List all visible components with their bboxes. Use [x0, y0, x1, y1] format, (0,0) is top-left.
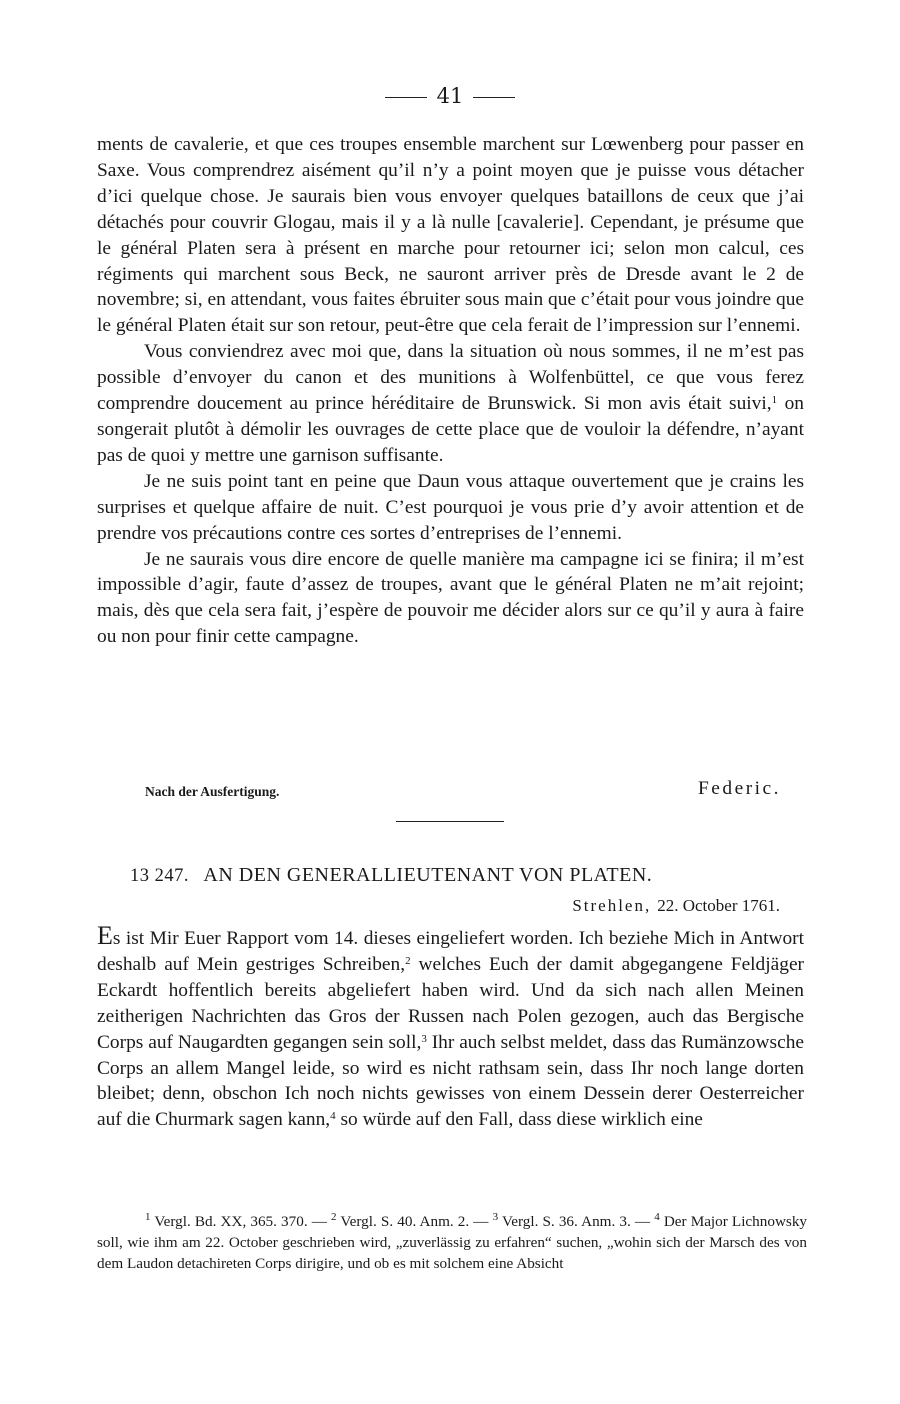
page-number: 41	[436, 84, 464, 108]
letter-2-text-d: so würde auf den Fall, dass diese wirklich eine	[335, 1109, 703, 1131]
footnote-3: Vergl. S. 36. Anm. 3. —	[501, 1213, 655, 1230]
dateline	[572, 896, 780, 916]
signature: Federic.	[698, 778, 781, 799]
letter-2-paragraph	[97, 923, 804, 1133]
footnote-ref-1[interactable]: 1	[771, 394, 778, 407]
source-note: Nach der Ausfertigung.	[145, 784, 280, 799]
footnotes-text	[97, 1212, 807, 1274]
initial-letter: E	[97, 921, 113, 950]
letter-2-text-a: s ist Mir Euer Rapport vom 14. dieses eingeliefert worden. Ich beziehe Mich in Antwort deshalb auf Mein gestriges Schreiben,	[97, 928, 804, 975]
footnote-mark-2: 2	[331, 1211, 337, 1223]
footnotes	[97, 1212, 807, 1274]
letter-2-text-c: Ihr auch selbst meldet, dass das Rumänzowsche Corps an allem Mangel leide, so wird es nicht rathsam sein, dass Ihr noch lange dorten bleibet; denn, obschon Ich noch nichts gewisses von einem Dessein derer Oesterreicher auf die Churmark sagen kann,	[97, 1031, 804, 1131]
header-dash-right	[473, 97, 515, 98]
footnote-1: Vergl. Bd. XX, 365. 370. —	[154, 1213, 332, 1230]
letter-place: Strehlen,	[572, 896, 652, 915]
letter-2-heading	[130, 864, 810, 887]
paragraph-2	[97, 339, 804, 469]
paragraph-2-text-b: on songerait plutôt à démolir les ouvrages de cette place que de vouloir la défendre, n’ayant pas de quoi y mettre une garnison suffisante.	[97, 393, 804, 466]
footnote-mark-4: 4	[654, 1211, 660, 1223]
footnote-mark-1: 1	[145, 1211, 151, 1223]
letter-number: 13 247.	[130, 866, 189, 886]
footnote-ref-4[interactable]: 4	[330, 1110, 336, 1123]
signature-row	[97, 778, 804, 804]
paragraph-3: Je ne suis point tant en peine que Daun vous attaque ouvertement que je crains les surprises et quelque affaire de nuit. C’est pourquoi je vous prie d’y avoir attention et de prendre vos précautions contre ces sortes d’entreprises de l’ennemi.	[97, 470, 804, 544]
header-dash-left	[385, 97, 427, 98]
page-number-header	[0, 84, 900, 108]
footnote-2: Vergl. S. 40. Anm. 2. —	[340, 1213, 493, 1230]
letter-title: AN DEN GENERALLIEUTENANT VON PLATEN.	[203, 864, 653, 886]
footnote-mark-3: 3	[492, 1211, 499, 1223]
section-divider	[396, 821, 504, 822]
letter-1-body	[97, 132, 804, 650]
paragraph-4: Je ne saurais vous dire encore de quelle manière ma campagne ici se finira; il m’est impossible d’agir, faute d’assez de troupes, avant que le général Platen ne m’ait rejoint; mais, dès que cela sera fait, j’espère de pouvoir me décider alors sur ce qu’il y aura à faire ou non pour finir cette campagne.	[97, 548, 804, 648]
paragraph-2-text-a: Vous conviendrez avec moi que, dans la situation où nous sommes, il ne m’est pas possible d’envoyer du canon et des munitions à Wolfenbüttel, ce que vous ferez comprendre doucement au prince héréditaire de Brunswick. Si mon avis était suivi,	[97, 341, 804, 415]
footnote-ref-3[interactable]: 3	[421, 1032, 427, 1045]
letter-date: 22. October 1761.	[657, 896, 780, 915]
footnote-ref-2[interactable]: 2	[405, 954, 411, 967]
footnote-4: Der Major Lichnowsky soll, wie ihm am 22. October geschrieben wird, „zuverlässig zu erfahren“ suchen, „wohin sich der Marsch des von dem Laudon detachireten Corps dirigire, und ob es mit solchem eine Absicht	[97, 1213, 808, 1272]
letter-2-text-b: welches Euch der damit abgegangene Feldjäger Eckardt hoffentlich bereits abgeliefert haben wird. Und da sich nach allen Meinen zeitherigen Nachrichten das Gros der Russen nach Polen gezogen, auch das Bergische Corps auf Naugardten gegangen sein soll,	[97, 953, 805, 1053]
paragraph-1: ments de cavalerie, et que ces troupes ensemble marchent sur Lœwenberg pour passer en Saxe. Vous comprendrez aisément qu’il n’y a point moyen que je puisse vous détacher d’ici quelque chose. Je saurais bien vous envoyer quelques bataillons de ceux que j’ai détachés pour couvrir Glogau, mais il y a là nulle [cavalerie]. Cependant, je présume que le général Platen sera à présent en marche pour retourner ici; selon mon calcul, ces régiments qui marchent sous Beck, ne sauront arriver près de Dresde avant le 2 de novembre; si, en attendant, vous faites ébruiter sous main que c’était pour vous joindre que le général Platen était sur son retour, peut-être que cela ferait de l’impression sur l’ennemi.	[97, 134, 804, 337]
letter-2-body	[97, 923, 804, 1133]
